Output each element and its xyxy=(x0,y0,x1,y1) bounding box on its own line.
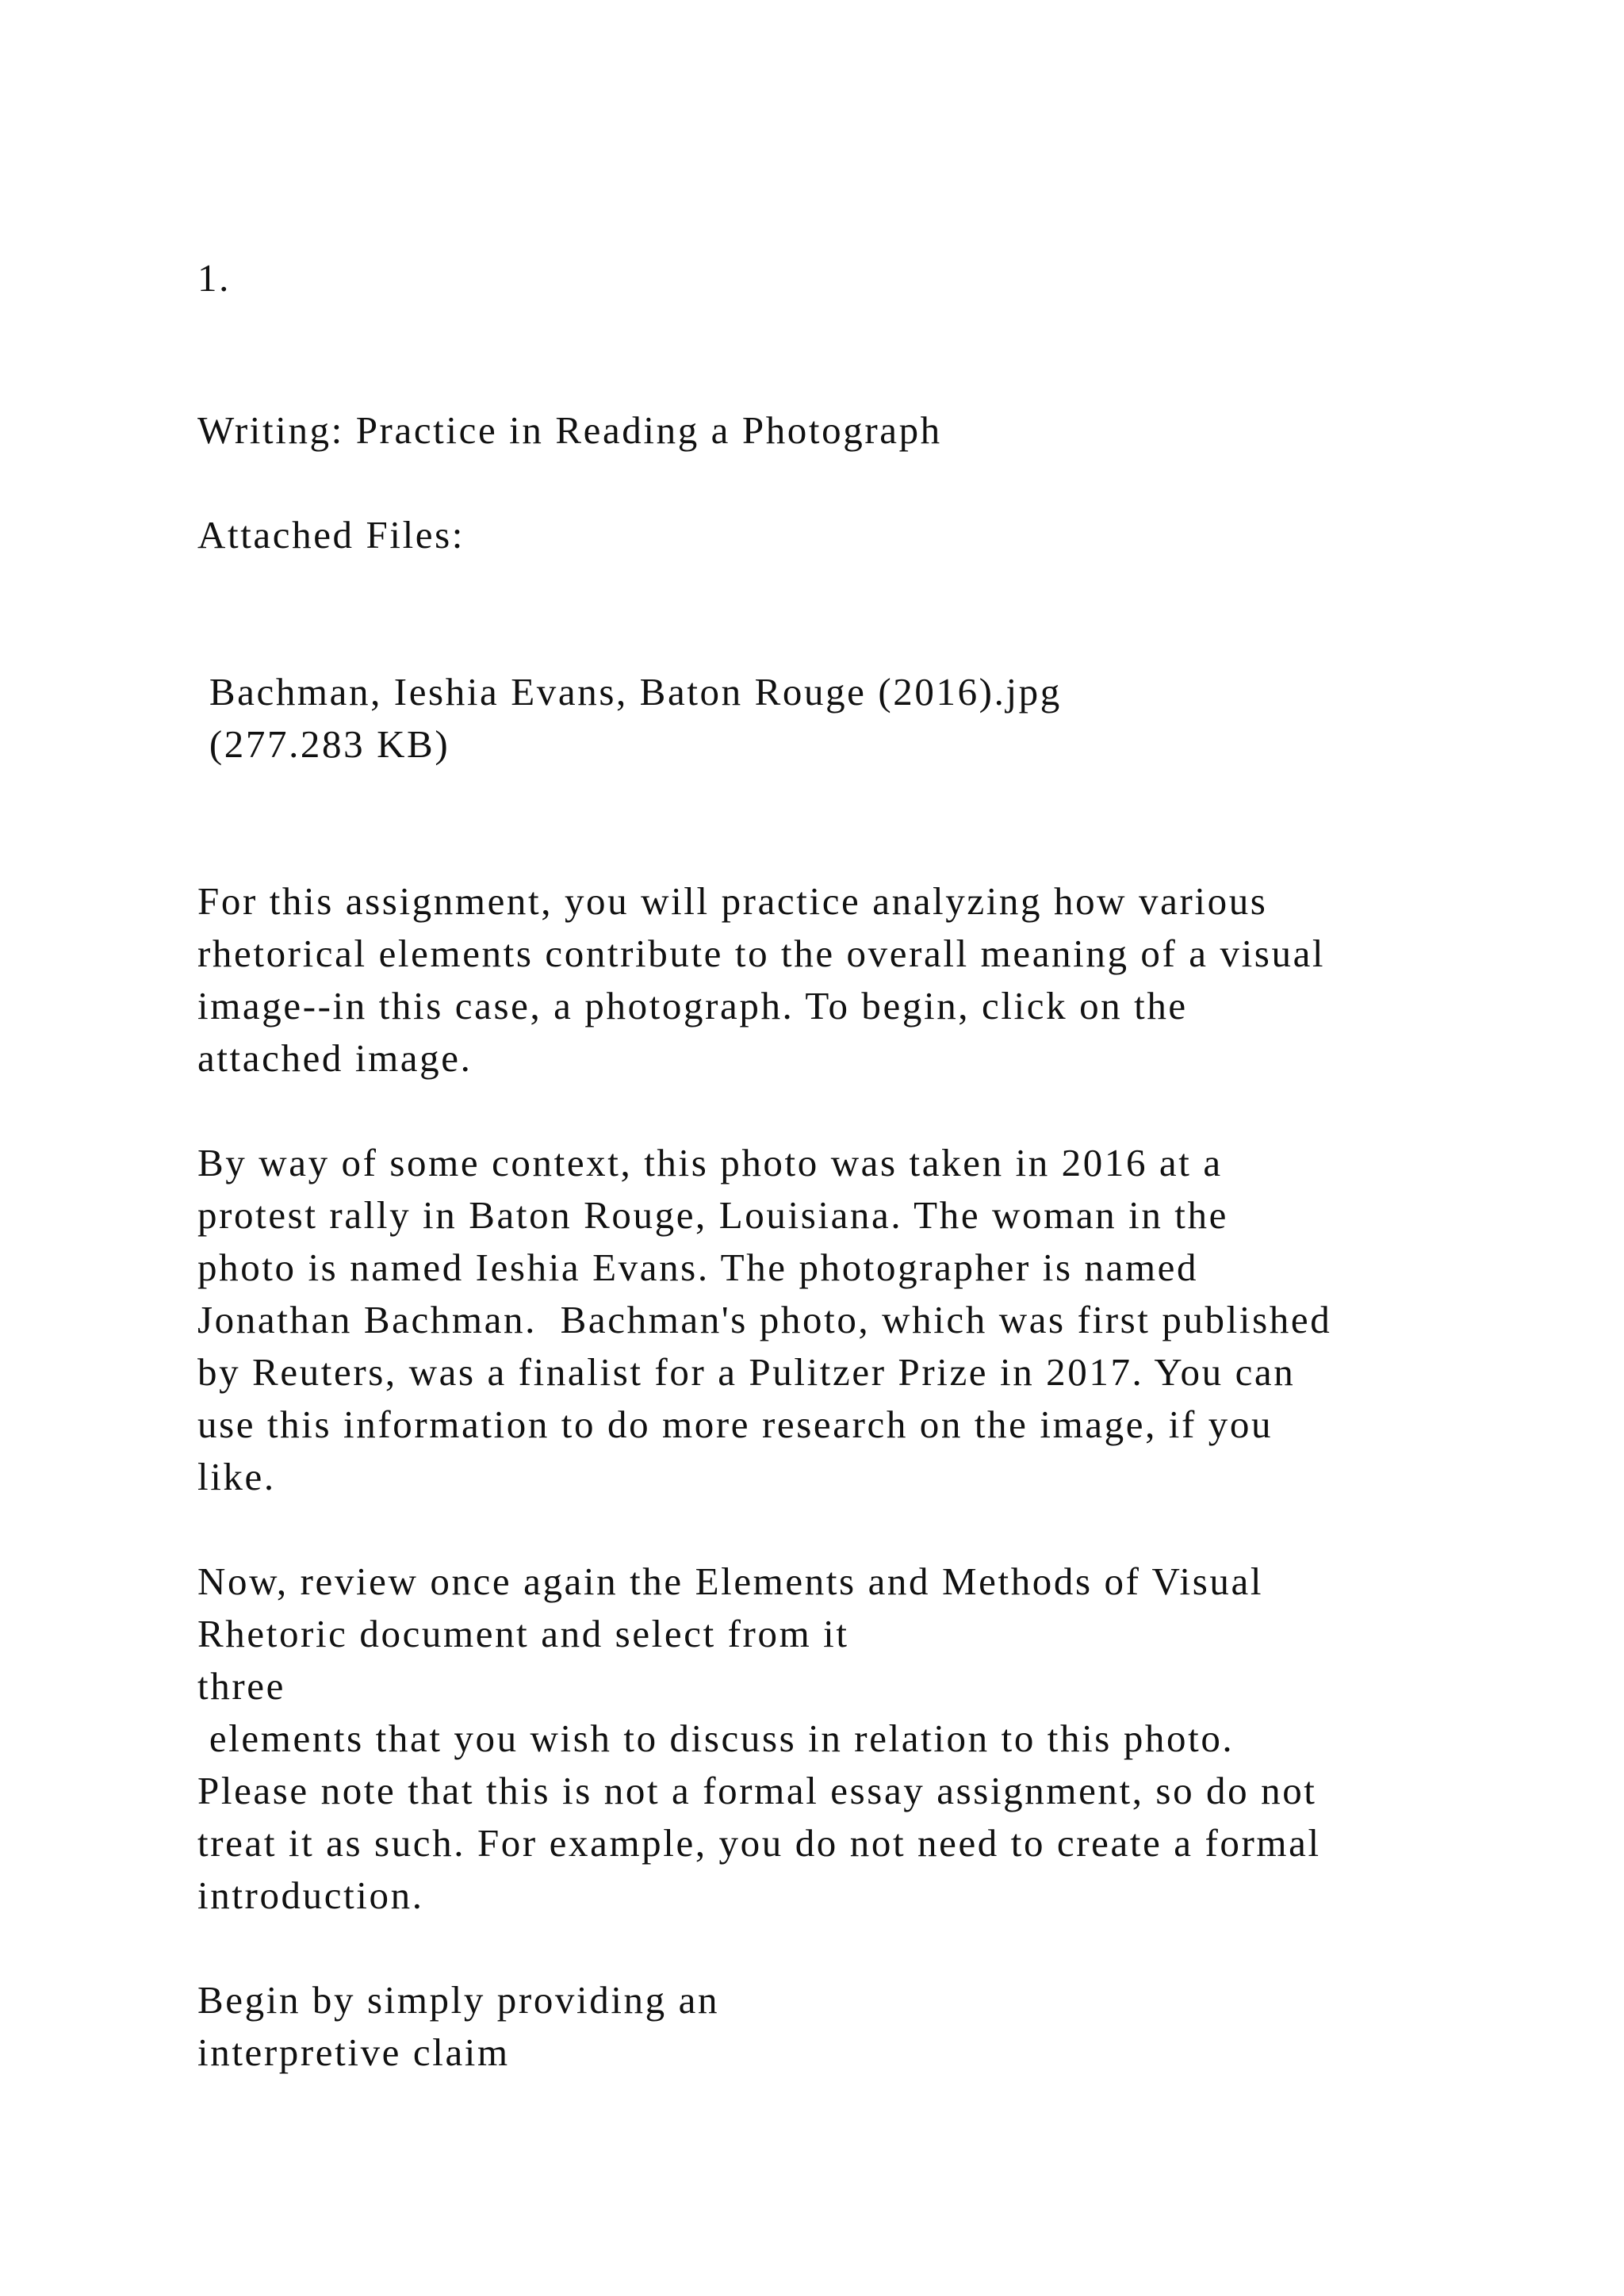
attached-files-label: Attached Files: xyxy=(197,513,465,557)
paragraph-line: Now, review once again the Elements and Methods of Visual xyxy=(197,1559,1264,1603)
paragraph-line: protest rally in Baton Rouge, Louisiana. The woman in the xyxy=(197,1193,1228,1237)
paragraph-line: rhetorical elements contribute to the overall meaning of a visual xyxy=(197,932,1326,975)
paragraph-line: like. xyxy=(197,1455,276,1498)
emphasis-three: three xyxy=(197,1664,285,1708)
paragraph-line: by Reuters, was a finalist for a Pulitzer Prize in 2017. You can xyxy=(197,1350,1296,1394)
paragraph-line: elements that you wish to discuss in relation to this photo. xyxy=(197,1716,1235,1760)
paragraph-line: For this assignment, you will practice analyzing how various xyxy=(197,879,1268,923)
item-number: 1. xyxy=(197,256,231,300)
paragraph-line: Please note that this is not a formal essay assignment, so do not xyxy=(197,1769,1317,1812)
paragraph-line: photo is named Ieshia Evans. The photographer is named xyxy=(197,1246,1199,1289)
assignment-title: Writing: Practice in Reading a Photograph xyxy=(197,408,942,452)
paragraph-line: Jonathan Bachman. Bachman's photo, which was first published xyxy=(197,1298,1332,1341)
paragraph-line: image--in this case, a photograph. To begin, click on the xyxy=(197,984,1188,1027)
paragraph-line: attached image. xyxy=(197,1036,473,1080)
paragraph-line: use this information to do more research on the image, if you xyxy=(197,1402,1274,1446)
paragraph-line: Rhetoric document and select from it xyxy=(197,1612,849,1655)
emphasis-interpretive-claim: interpretive claim xyxy=(197,2030,510,2074)
attachment-size: (277.283 KB) xyxy=(197,722,450,766)
paragraph-line: introduction. xyxy=(197,1873,424,1917)
paragraph-line: By way of some context, this photo was taken in 2016 at a xyxy=(197,1141,1223,1184)
paragraph-line: treat it as such. For example, you do not need to create a formal xyxy=(197,1821,1321,1865)
paragraph-line: Begin by simply providing an xyxy=(197,1978,720,2022)
attachment-filename-link[interactable]: Bachman, Ieshia Evans, Baton Rouge (2016).jpg xyxy=(197,670,1062,714)
